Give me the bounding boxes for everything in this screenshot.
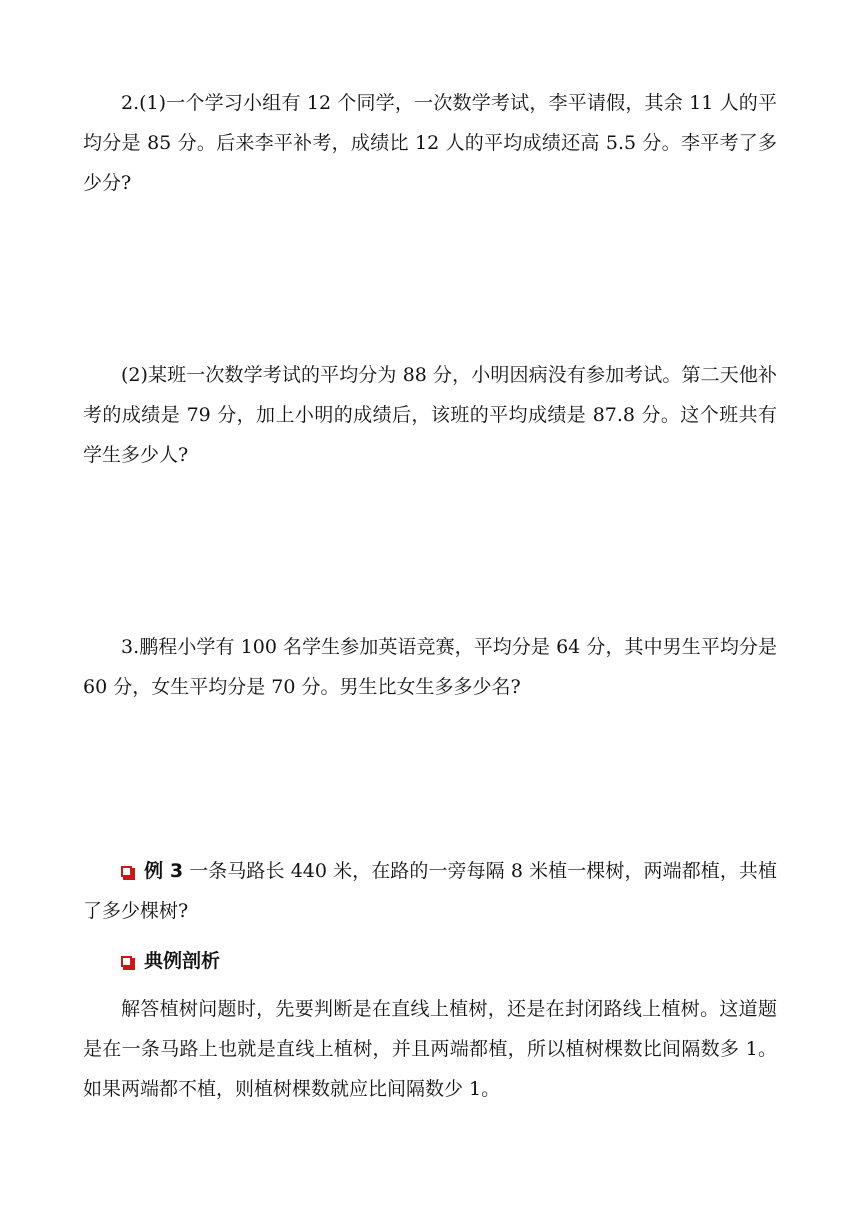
problem-3: 3.鹏程小学有 100 名学生参加英语竞赛，平均分是 64 分，其中男生平均分是 60 分，女生平均分是 70 分。男生比女生多多少名? bbox=[83, 636, 777, 698]
analysis-heading: 典例剖析 bbox=[144, 950, 221, 972]
example-text: 一条马路长 440 米，在路的一旁每隔 8 米植一棵树，两端都植，共植了多少棵树? bbox=[83, 860, 777, 922]
problem-2-1: 2.(1)一个学习小组有 12 个同学，一次数学考试，李平请假，其余 11 人的平均分是 85 分。后来李平补考，成绩比 12 人的平均成绩还高 5.5 分。李平考了多少分? bbox=[83, 92, 777, 194]
red-square-bullet-icon bbox=[121, 866, 132, 877]
analysis-heading-row bbox=[121, 941, 220, 981]
example-label: 例 3 bbox=[144, 860, 184, 882]
red-square-bullet-icon bbox=[121, 956, 132, 967]
problem-2-2: (2)某班一次数学考试的平均分为 88 分，小明因病没有参加考试。第二天他补考的成绩是 79 分，加上小明的成绩后，该班的平均成绩是 87.8 分。这个班共有学生多少人? bbox=[83, 364, 777, 466]
example-3 bbox=[83, 851, 777, 931]
analysis-text: 解答植树问题时，先要判断是在直线上植树，还是在封闭路线上植树。这道题是在一条马路上也就是直线上植树，并且两端都植，所以植树棵数比间隔数多 1。如果两端都不植，则植树棵数就应比间隔数少 1。 bbox=[83, 998, 777, 1100]
